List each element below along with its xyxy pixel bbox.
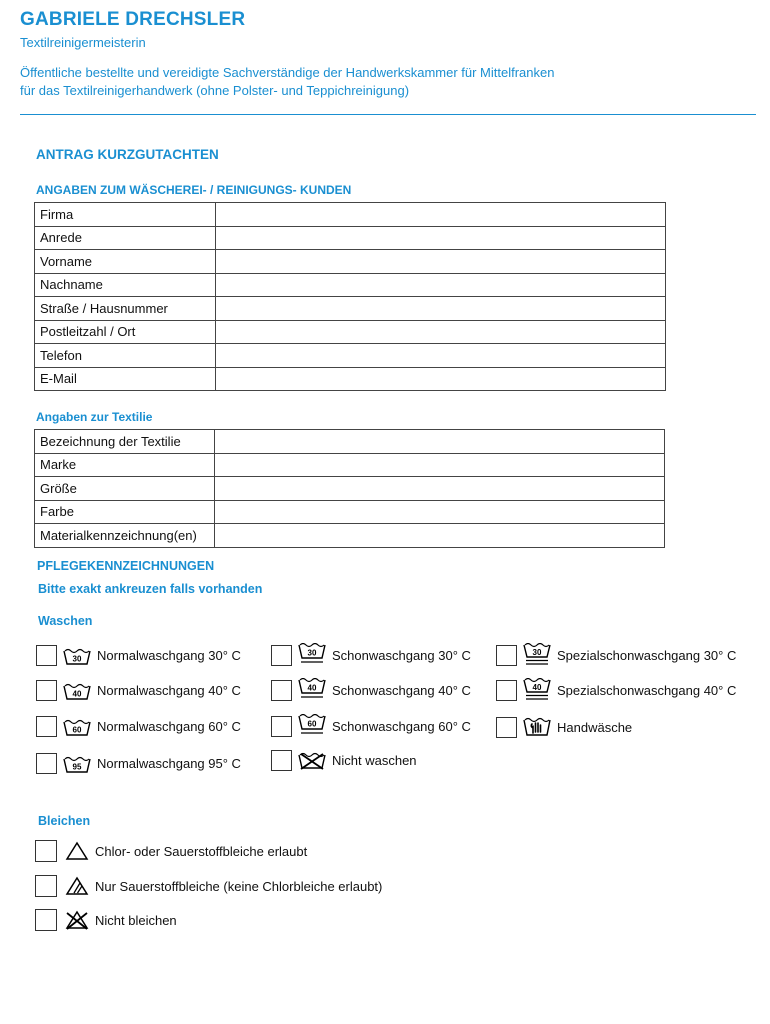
customer-section-heading: ANGABEN ZUM WÄSCHEREI- / REINIGUNGS- KUNDEN bbox=[36, 183, 352, 197]
wash-tub-gentle-icon bbox=[298, 643, 326, 667]
option-label: Normalwaschgang 40° C bbox=[97, 683, 241, 698]
field-label: Bezeichnung der Textilie bbox=[35, 430, 215, 454]
checkbox[interactable] bbox=[271, 716, 292, 737]
option-label: Spezialschonwaschgang 30° C bbox=[557, 647, 737, 663]
bleach-allowed-icon bbox=[65, 841, 89, 861]
tub-temperature: 40 bbox=[72, 689, 82, 698]
customer-table bbox=[34, 202, 666, 391]
table-row bbox=[35, 203, 666, 227]
do-not-bleach-icon bbox=[65, 910, 89, 930]
table-row bbox=[35, 367, 666, 391]
tub-temperature: 30 bbox=[532, 648, 542, 657]
checkbox[interactable] bbox=[36, 680, 57, 701]
wash-option-special-30 bbox=[496, 643, 736, 667]
table-row bbox=[35, 524, 665, 548]
field-label: Materialkennzeichnung(en) bbox=[35, 524, 215, 548]
wash-option-none bbox=[271, 750, 417, 771]
field-label: Vorname bbox=[35, 250, 216, 274]
table-row bbox=[35, 453, 665, 477]
wash-option-normal-40 bbox=[36, 680, 241, 701]
textile-section-heading: Angaben zur Textilie bbox=[36, 410, 153, 424]
wash-tub-icon bbox=[63, 717, 91, 737]
wash-option-special-40 bbox=[496, 678, 736, 702]
option-label: Schonwaschgang 60° C bbox=[332, 718, 471, 734]
checkbox[interactable] bbox=[35, 875, 57, 897]
checkbox[interactable] bbox=[496, 680, 517, 701]
tub-temperature: 60 bbox=[307, 719, 317, 729]
tub-temperature: 40 bbox=[307, 683, 317, 693]
wash-tub-icon bbox=[63, 646, 91, 666]
table-row bbox=[35, 250, 666, 274]
option-label: Normalwaschgang 30° C bbox=[97, 648, 241, 663]
form-title: ANTRAG KURZGUTACHTEN bbox=[36, 147, 219, 162]
field-label: Größe bbox=[35, 477, 215, 501]
field-input[interactable] bbox=[215, 500, 665, 524]
tub-temperature: 40 bbox=[532, 683, 542, 692]
field-input[interactable] bbox=[215, 453, 665, 477]
field-input[interactable] bbox=[216, 250, 666, 274]
option-label: Spezialschonwaschgang 40° C bbox=[557, 682, 737, 698]
option-label: Nur Sauerstoffbleiche (keine Chlorbleiche erlaubt) bbox=[95, 878, 383, 894]
tub-temperature: 30 bbox=[307, 648, 317, 658]
field-input[interactable] bbox=[216, 203, 666, 227]
table-row bbox=[35, 226, 666, 250]
wash-option-gentle-30 bbox=[271, 643, 471, 667]
wash-tub-very-gentle-icon bbox=[523, 643, 551, 667]
option-label: Schonwaschgang 40° C bbox=[332, 682, 471, 698]
checkbox[interactable] bbox=[496, 717, 517, 738]
tub-temperature: 95 bbox=[72, 762, 82, 771]
wash-option-gentle-60 bbox=[271, 714, 471, 738]
option-label: Schonwaschgang 30° C bbox=[332, 647, 471, 663]
wash-option-gentle-40 bbox=[271, 678, 471, 702]
checkbox[interactable] bbox=[35, 909, 57, 931]
option-label: Chlor- oder Sauerstoffbleiche erlaubt bbox=[95, 843, 308, 859]
bleach-option-any bbox=[35, 840, 307, 862]
field-label: Postleitzahl / Ort bbox=[35, 320, 216, 344]
washing-heading: Waschen bbox=[38, 614, 93, 628]
field-input[interactable] bbox=[216, 367, 666, 391]
field-input[interactable] bbox=[215, 430, 665, 454]
table-row bbox=[35, 430, 665, 454]
header-divider bbox=[20, 114, 756, 115]
wash-tub-icon bbox=[63, 754, 91, 774]
wash-option-normal-30 bbox=[36, 645, 241, 666]
table-row bbox=[35, 477, 665, 501]
field-input[interactable] bbox=[215, 477, 665, 501]
wash-tub-gentle-icon bbox=[298, 714, 326, 738]
field-input[interactable] bbox=[216, 320, 666, 344]
wash-option-normal-60 bbox=[36, 716, 241, 737]
field-label: Nachname bbox=[35, 273, 216, 297]
wash-option-normal-95 bbox=[36, 753, 241, 774]
option-label: Nicht waschen bbox=[332, 753, 417, 768]
company-name: GABRIELE DRECHSLER bbox=[20, 9, 246, 30]
care-section-heading: PFLEGEKENNZEICHNUNGEN bbox=[37, 559, 215, 573]
checkbox[interactable] bbox=[271, 750, 292, 771]
field-label: Marke bbox=[35, 453, 215, 477]
checkbox[interactable] bbox=[36, 716, 57, 737]
field-label: Firma bbox=[35, 203, 216, 227]
checkbox[interactable] bbox=[35, 840, 57, 862]
option-label: Handwäsche bbox=[557, 719, 633, 735]
textile-table bbox=[34, 429, 665, 548]
tub-temperature: 60 bbox=[72, 725, 82, 734]
job-title: Textilreinigermeisterin bbox=[20, 35, 146, 50]
wash-tub-icon bbox=[63, 681, 91, 701]
field-input[interactable] bbox=[216, 273, 666, 297]
wash-tub-very-gentle-icon bbox=[523, 678, 551, 702]
option-label: Normalwaschgang 95° C bbox=[97, 756, 241, 771]
bleach-option-none bbox=[35, 909, 177, 931]
table-row bbox=[35, 344, 666, 368]
field-label: Anrede bbox=[35, 226, 216, 250]
table-row bbox=[35, 273, 666, 297]
wash-tub-gentle-icon bbox=[298, 678, 326, 702]
option-label: Nicht bleichen bbox=[95, 912, 177, 928]
hand-wash-icon bbox=[523, 716, 551, 738]
field-input[interactable] bbox=[216, 344, 666, 368]
bleach-option-oxygen bbox=[35, 875, 382, 897]
qualification-line-2: für das Textilreinigerhandwerk (ohne Polster- und Teppichreinigung) bbox=[20, 83, 410, 98]
field-label: Farbe bbox=[35, 500, 215, 524]
bleaching-heading: Bleichen bbox=[38, 814, 91, 828]
checkbox[interactable] bbox=[36, 645, 57, 666]
field-input[interactable] bbox=[216, 297, 666, 321]
wash-option-hand bbox=[496, 716, 632, 738]
option-label: Normalwaschgang 60° C bbox=[97, 719, 241, 734]
qualification-line-1: Öffentliche bestellte und vereidigte Sachverständige der Handwerkskammer für Mittelfranken bbox=[20, 65, 555, 80]
table-row bbox=[35, 500, 665, 524]
field-input[interactable] bbox=[215, 524, 665, 548]
do-not-wash-icon bbox=[298, 751, 326, 771]
table-row bbox=[35, 320, 666, 344]
checkbox[interactable] bbox=[271, 680, 292, 701]
oxygen-bleach-only-icon bbox=[65, 876, 89, 896]
field-input[interactable] bbox=[216, 226, 666, 250]
checkbox[interactable] bbox=[36, 753, 57, 774]
table-row bbox=[35, 297, 666, 321]
checkbox[interactable] bbox=[496, 645, 517, 666]
field-label: Telefon bbox=[35, 344, 216, 368]
checkbox[interactable] bbox=[271, 645, 292, 666]
care-instruction: Bitte exakt ankreuzen falls vorhanden bbox=[38, 582, 263, 596]
field-label: Straße / Hausnummer bbox=[35, 297, 216, 321]
field-label: E-Mail bbox=[35, 367, 216, 391]
tub-temperature: 30 bbox=[72, 654, 82, 663]
